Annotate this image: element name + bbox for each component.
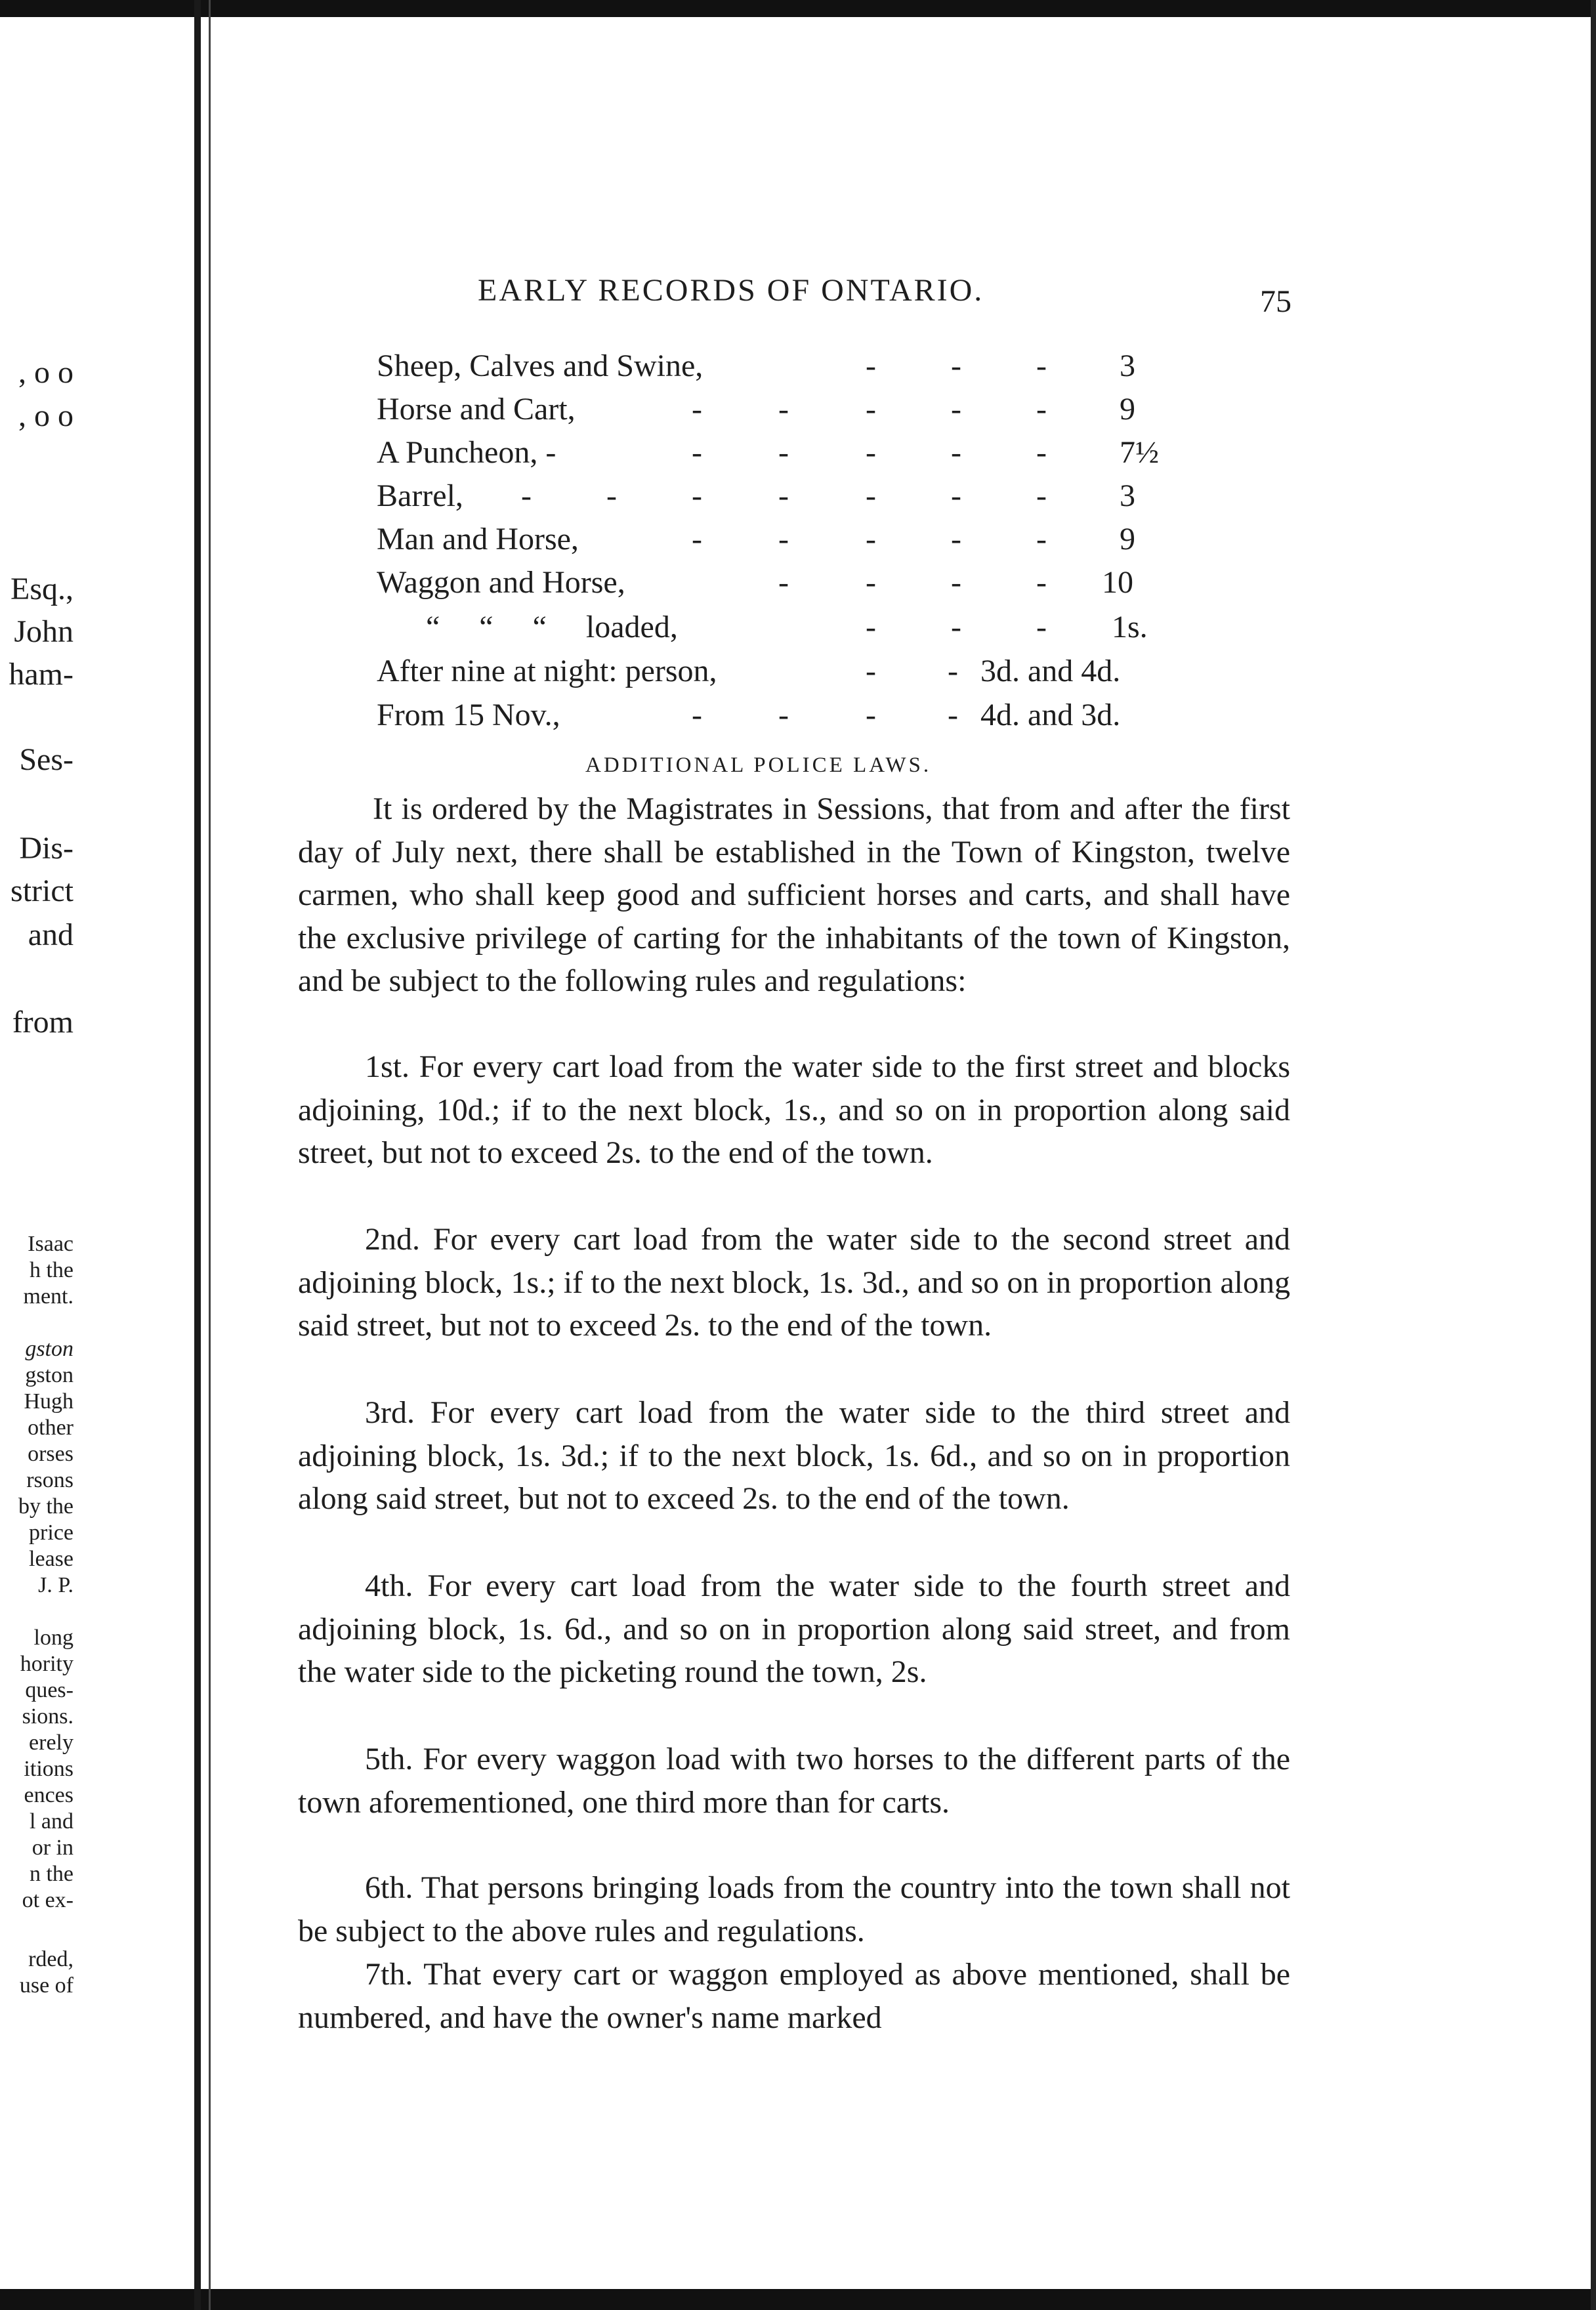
toll-item-rate: 9 bbox=[1120, 392, 1135, 427]
left-fragment-line: , o o bbox=[18, 355, 74, 390]
left-fragment-line: , o o bbox=[18, 398, 74, 433]
scan-top-border bbox=[0, 0, 1596, 17]
body-paragraph: 1st. For every cart load from the water side to the first street and blocks adjoining, 10d.; if to the next block, 1s., and so on in proportion along said street, but not to exceed 2s. to the end of the town. bbox=[298, 1049, 1290, 1170]
toll-row: From 15 Nov., - - - - 4d. and 3d. bbox=[377, 698, 1121, 732]
left-fragment-line: Esq., bbox=[10, 572, 74, 606]
book-gutter-line bbox=[209, 0, 211, 2310]
toll-item-rate: 7½ bbox=[1120, 435, 1159, 470]
left-fragment-line: Dis- bbox=[19, 831, 74, 866]
toll-item-label: “ “ “ loaded, bbox=[426, 610, 678, 644]
toll-row: After nine at night: person, - - 3d. and 4d. bbox=[377, 654, 1121, 688]
toll-item-label: Horse and Cart, bbox=[377, 392, 576, 427]
body-paragraph: 3rd. For every cart load from the water side to the third street and adjoining block, 1s. 3d.; if to the next block, 1s. 6d., and so on in proportion along said street, but not to exceed 2s. to the end of the town. bbox=[298, 1395, 1290, 1516]
left-fragment-line: Hugh bbox=[24, 1389, 74, 1414]
left-fragment-line: or in bbox=[32, 1836, 74, 1860]
left-fragment-line: h the bbox=[29, 1258, 74, 1282]
toll-item-rate: 10 bbox=[1102, 565, 1133, 600]
toll-item-rate: 3 bbox=[1120, 478, 1135, 513]
scan-right-border bbox=[1591, 0, 1596, 2310]
left-fragment-line: use of bbox=[19, 1973, 74, 1998]
toll-item-label: After nine at night: person, bbox=[377, 654, 717, 688]
left-fragment-line: hority bbox=[20, 1652, 74, 1676]
toll-row: Barrel, - - - - - - - 3 bbox=[377, 478, 1135, 513]
left-fragment-line: strict bbox=[10, 873, 74, 908]
toll-row: Waggon and Horse, - - - - 10 bbox=[377, 565, 1133, 600]
left-fragment-line: rsons bbox=[26, 1468, 74, 1492]
toll-item-rate: 3 bbox=[1120, 348, 1135, 383]
left-fragment-line: ment. bbox=[23, 1284, 74, 1309]
book-gutter-shadow bbox=[194, 0, 201, 2310]
left-fragment-line: Ses- bbox=[19, 742, 74, 777]
left-fragment-line: price bbox=[29, 1521, 74, 1545]
left-fragment-line: erely bbox=[29, 1731, 74, 1755]
toll-row: Sheep, Calves and Swine, - - - 3 bbox=[377, 348, 1135, 383]
left-fragment-line: orses bbox=[28, 1442, 74, 1466]
left-fragment-line: lease bbox=[29, 1547, 74, 1571]
toll-item-label: Man and Horse, bbox=[377, 522, 579, 556]
toll-item-rate: 1s. bbox=[1112, 610, 1148, 644]
body-paragraph: 6th. That persons bringing loads from the country into the town shall not be subject to the above rules and regulations. bbox=[298, 1870, 1290, 1948]
toll-item-label: Waggon and Horse, bbox=[377, 565, 625, 600]
body-paragraph: 2nd. For every cart load from the water side to the second street and adjoining block, 1s.; if to the next block, 1s. 3d., and so on in proportion along said street, but not to exceed 2s. to the end of the town. bbox=[298, 1222, 1290, 1343]
page-number: 75 bbox=[1260, 284, 1292, 319]
toll-row: “ “ “ loaded, - - - 1s. bbox=[426, 610, 1148, 644]
running-title: EARLY RECORDS OF ONTARIO. bbox=[478, 273, 984, 308]
body-paragraph: It is ordered by the Magistrates in Sessions, that from and after the first day of July next, there shall be established in the Town of Kingston, twelve carmen, who shall keep good and sufficient horses and carts, and shall have the exclusive privilege of carting for the inhabitants of the town of Kingston, and be subject to the following rules and regulations: bbox=[298, 791, 1290, 998]
left-fragment-line: J. P. bbox=[38, 1573, 74, 1597]
toll-item-rate: 9 bbox=[1120, 522, 1135, 556]
body-paragraph: 5th. For every waggon load with two horses to the different parts of the town aforementioned, one third more than for carts. bbox=[298, 1742, 1290, 1820]
left-fragment-line: by the bbox=[18, 1494, 74, 1519]
toll-item-label: Barrel, bbox=[377, 478, 463, 513]
section-heading: ADDITIONAL POLICE LAWS. bbox=[585, 753, 932, 777]
left-fragment-line: John bbox=[14, 614, 74, 649]
toll-item-label: From 15 Nov., bbox=[377, 698, 560, 732]
previous-page-fragment bbox=[0, 0, 190, 2310]
left-fragment-line: ques- bbox=[25, 1678, 74, 1702]
left-fragment-line: itions bbox=[24, 1757, 74, 1781]
left-fragment-line: ences bbox=[24, 1783, 74, 1807]
toll-item-rate: 3d. and 4d. bbox=[980, 654, 1121, 688]
toll-row: Man and Horse, - - - - - 9 bbox=[377, 522, 1135, 556]
left-fragment-line: gston bbox=[25, 1337, 74, 1361]
left-fragment-line: long bbox=[33, 1626, 74, 1650]
left-fragment-line: ot ex- bbox=[22, 1888, 74, 1912]
left-fragment-line: from bbox=[12, 1005, 74, 1040]
scan-bottom-border bbox=[0, 2289, 1596, 2310]
toll-row: Horse and Cart, - - - - - 9 bbox=[377, 392, 1135, 427]
toll-item-label: A Puncheon, - bbox=[377, 435, 556, 470]
left-fragment-line: ham- bbox=[9, 657, 74, 692]
left-fragment-line: l and bbox=[29, 1809, 74, 1834]
left-fragment-line: rded, bbox=[28, 1947, 74, 1971]
left-fragment-line: n the bbox=[29, 1862, 74, 1886]
left-fragment-line: Isaac bbox=[28, 1232, 74, 1256]
body-paragraph: 7th. That every cart or waggon employed as above mentioned, shall be numbered, and have the owner's name marked bbox=[298, 1957, 1290, 2035]
left-fragment-line: other bbox=[28, 1416, 74, 1440]
left-fragment-line: gston bbox=[25, 1363, 74, 1387]
left-fragment-line: sions. bbox=[22, 1704, 74, 1729]
left-fragment-line: and bbox=[28, 917, 74, 952]
toll-item-label: Sheep, Calves and Swine, bbox=[377, 348, 704, 383]
toll-row: A Puncheon, - - - - - - 7½ bbox=[377, 435, 1159, 470]
body-paragraph: 4th. For every cart load from the water side to the fourth street and adjoining block, 1s. 6d., and so on in proportion along said street, and from the water side to the picketing round the town, 2s. bbox=[298, 1568, 1290, 1689]
toll-item-rate: 4d. and 3d. bbox=[980, 698, 1121, 732]
